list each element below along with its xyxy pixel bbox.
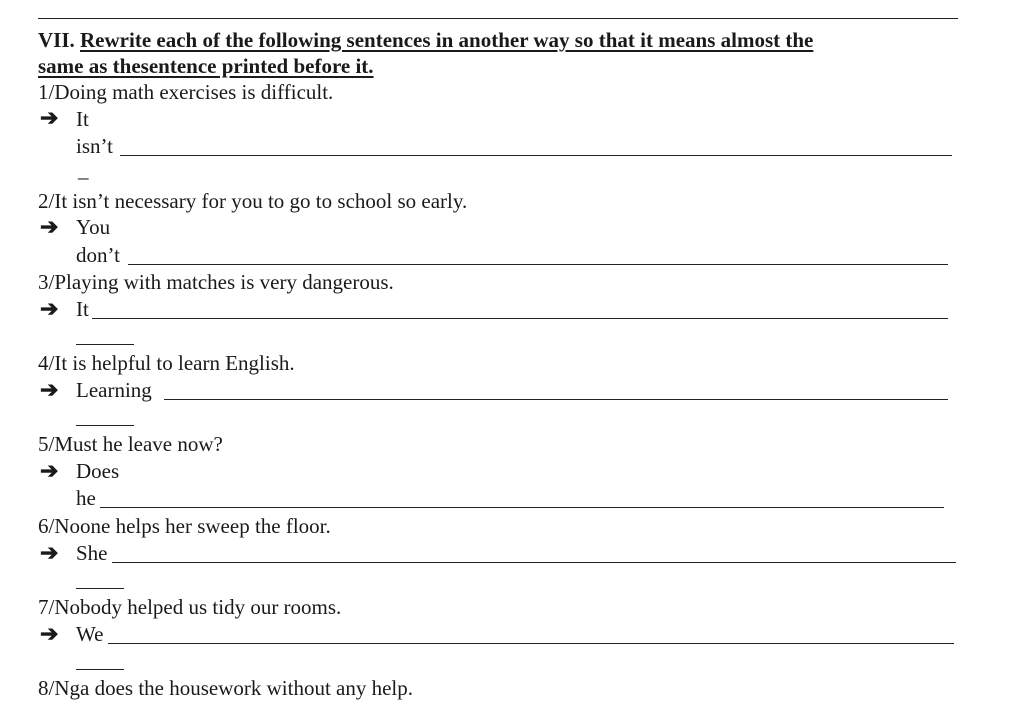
item-3-answer-line-cont[interactable] (76, 344, 134, 345)
item-3-prompt: 3/Playing with matches is very dangerous. (38, 270, 394, 294)
item-3-answer-start: It (76, 297, 89, 321)
item-6-answer-start: She (76, 541, 108, 565)
item-6-prompt: 6/Noone helps her sweep the floor. (38, 514, 331, 538)
item-5-answer-line[interactable] (100, 507, 944, 508)
item-8-prompt: 8/Nga does the housework without any help. (38, 676, 414, 700)
item-6-answer-line-cont[interactable] (76, 588, 124, 589)
arrow-icon: ➔ (40, 458, 59, 483)
item-4-answer-start: Learning (76, 378, 152, 402)
item-3-answer-line[interactable] (92, 318, 948, 319)
item-2-prompt: 2/It isn’t necessary for you to go to school so early. (38, 189, 468, 213)
item-1-answer-line[interactable] (120, 155, 952, 156)
arrow-icon: ➔ (40, 296, 59, 321)
item-7-prompt: 7/Nobody helped us tidy our rooms. (38, 595, 342, 619)
item-4-answer-line-cont[interactable] (76, 425, 134, 426)
item-1-stray-mark: _ (78, 158, 89, 182)
item-1-prompt: 1/Doing math exercises is difficult. (38, 80, 334, 104)
item-2-answer-start-1: You (76, 215, 111, 239)
item-1-answer-start-1: It (76, 107, 89, 131)
section-heading (38, 27, 813, 53)
item-5-answer-start-2: he (76, 486, 96, 510)
item-5-answer-start-1: Does (76, 459, 120, 483)
instruction-line-1: Rewrite each of the following sentences in another way so that it means almost the (80, 28, 814, 52)
item-4-prompt: 4/It is helpful to learn English. (38, 351, 295, 375)
item-7-answer-start: We (76, 622, 104, 646)
item-4-answer-line[interactable] (164, 399, 948, 400)
section-number: VII. (38, 28, 75, 52)
item-6-answer-line[interactable] (112, 562, 956, 563)
item-7-answer-line[interactable] (108, 643, 954, 644)
item-2-answer-start-2: don’t (76, 243, 120, 267)
item-2-answer-line[interactable] (128, 264, 948, 265)
arrow-icon: ➔ (40, 621, 59, 646)
item-1-answer-start-2: isn’t (76, 134, 113, 158)
arrow-icon: ➔ (40, 540, 59, 565)
arrow-icon: ➔ (40, 105, 59, 130)
item-7-answer-line-cont[interactable] (76, 669, 124, 670)
top-divider (38, 18, 958, 19)
arrow-icon: ➔ (40, 214, 59, 239)
arrow-icon: ➔ (40, 377, 59, 402)
instruction-line-2: same as thesentence printed before it. (38, 54, 374, 78)
item-5-prompt: 5/Must he leave now? (38, 432, 223, 456)
